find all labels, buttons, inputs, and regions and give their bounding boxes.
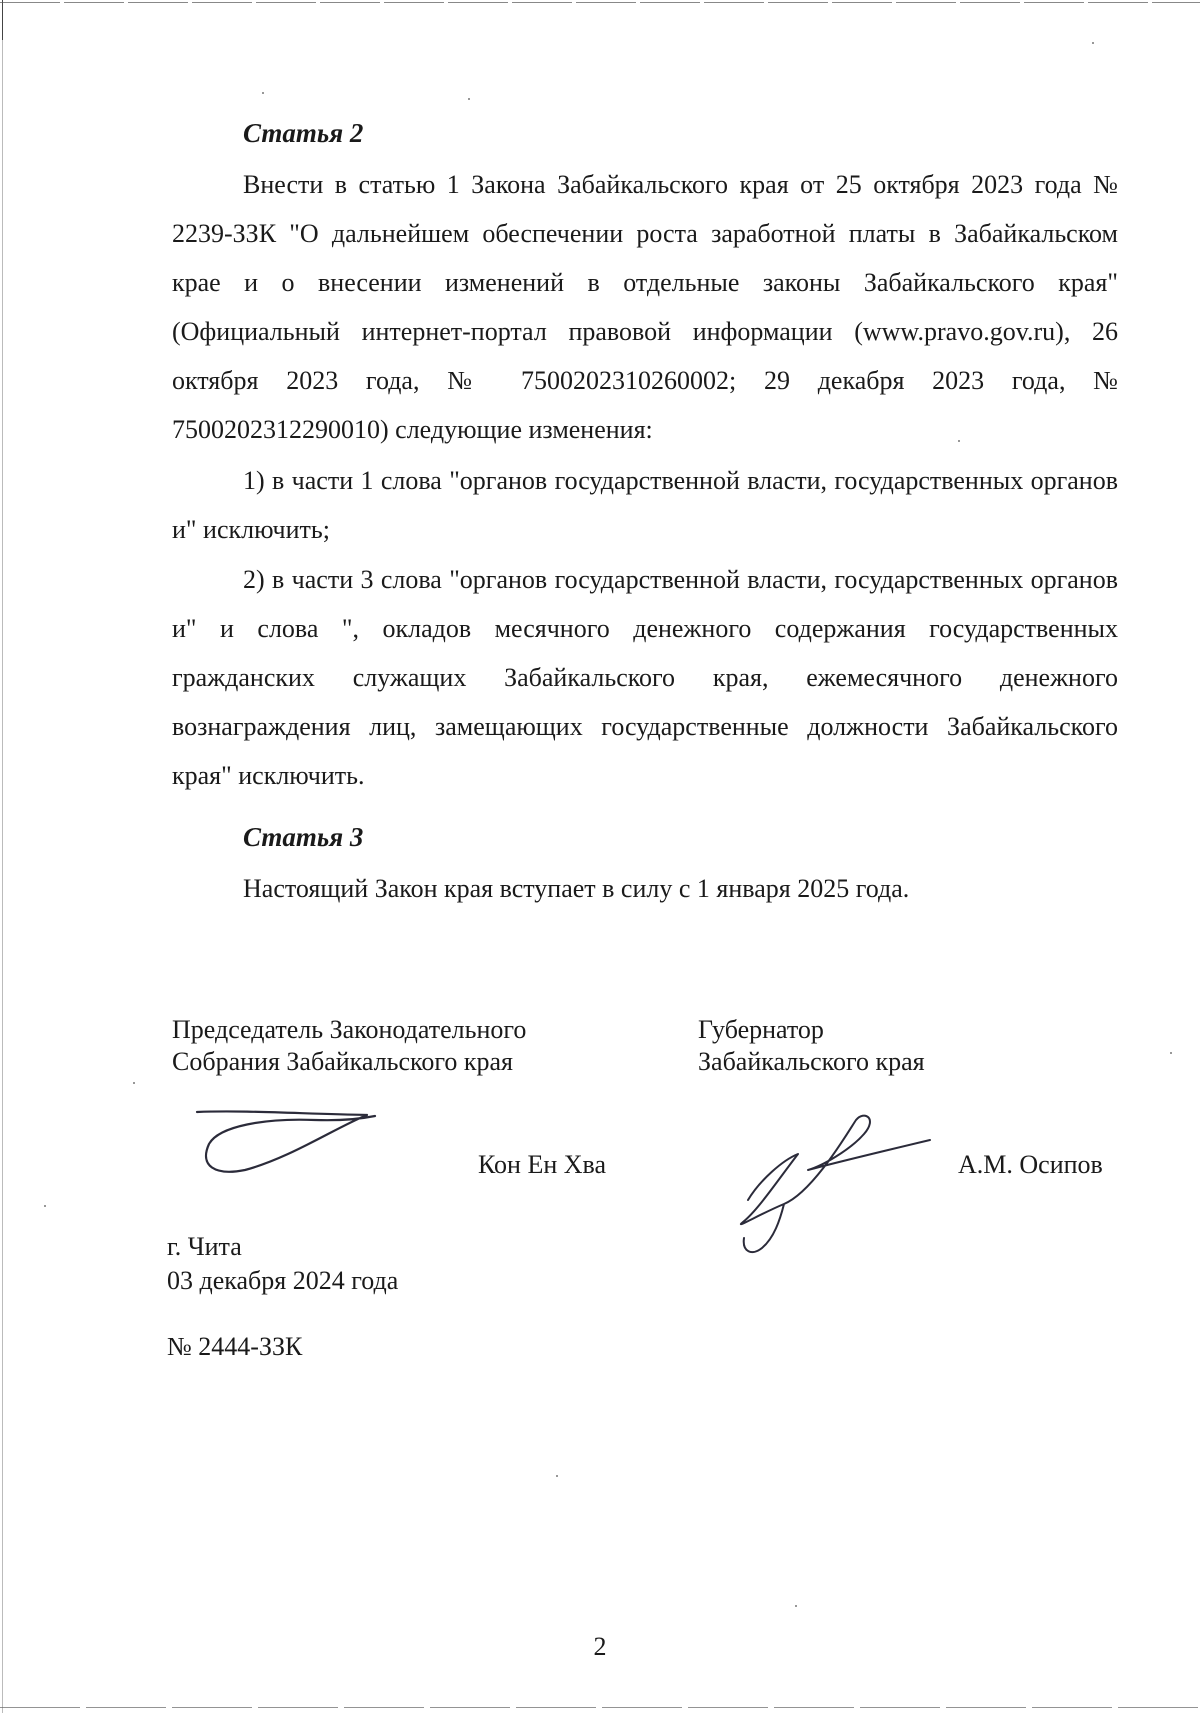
- article-2-intro: Внести в статью 1 Закона Забайкальского края от 25 октября 2023 года № 2239-ЗЗК "О дальнейшем обеспечении роста заработной платы в Забайкальском крае и о внесении изменений в отдельные законы Забайкальского края" (Официальный интернет-портал правовой информации (www.pravo.gov.ru), 26 октября 2023 года, № 7500202310260002; 29 декабря 2023 года, № 7500202312290010) следующие изменения:: [172, 170, 1118, 444]
- scan-edge-bottom: [0, 1707, 1200, 1708]
- article-2-item-1: 1) в части 1 слова "органов государственной власти, государственных органов и" исключить;: [172, 466, 1118, 544]
- law-number: № 2444-ЗЗК: [167, 1332, 303, 1361]
- governor-name: А.М. Осипов: [958, 1150, 1103, 1179]
- governor-title-line-2: Забайкальского края: [698, 1047, 925, 1076]
- scan-speck: [468, 98, 470, 100]
- article-2-heading: Статья 2: [243, 118, 364, 148]
- signing-date: 03 декабря 2024 года: [167, 1266, 399, 1295]
- article-3-heading: Статья 3: [243, 822, 364, 852]
- signing-place: г. Чита: [167, 1232, 242, 1261]
- scan-speck: [262, 92, 264, 94]
- article-3-text: Настоящий Закон края вступает в силу с 1 января 2025 года.: [243, 874, 910, 903]
- article-2-item-2: 2) в части 3 слова "органов государственной власти, государственных органов и" и слова ", окладов месячного денежного содержания государственных гражданских служащих Забайкальского края, ежемесячного денежного вознаграждения лиц, замещающих государственные должности Забайкальского края" исключить.: [172, 565, 1118, 790]
- page-number: 2: [593, 1632, 607, 1661]
- scan-edge-top: [0, 2, 1200, 3]
- scan-speck: [556, 1475, 558, 1477]
- chairman-title-line-1: Председатель Законодательного: [172, 1015, 527, 1044]
- chairman-signature: [195, 1108, 380, 1178]
- scan-speck: [44, 1205, 46, 1207]
- governor-title-line-1: Губернатор: [698, 1015, 824, 1044]
- scan-speck: [1092, 42, 1094, 44]
- governor-signature: [738, 1110, 938, 1260]
- scan-speck: [795, 1605, 797, 1607]
- scan-edge-left: [2, 0, 3, 1713]
- scan-speck: [133, 1082, 135, 1084]
- chairman-title-line-2: Собрания Забайкальского края: [172, 1047, 513, 1076]
- scan-speck: [1170, 1052, 1172, 1054]
- chairman-name: Кон Ен Хва: [478, 1150, 607, 1179]
